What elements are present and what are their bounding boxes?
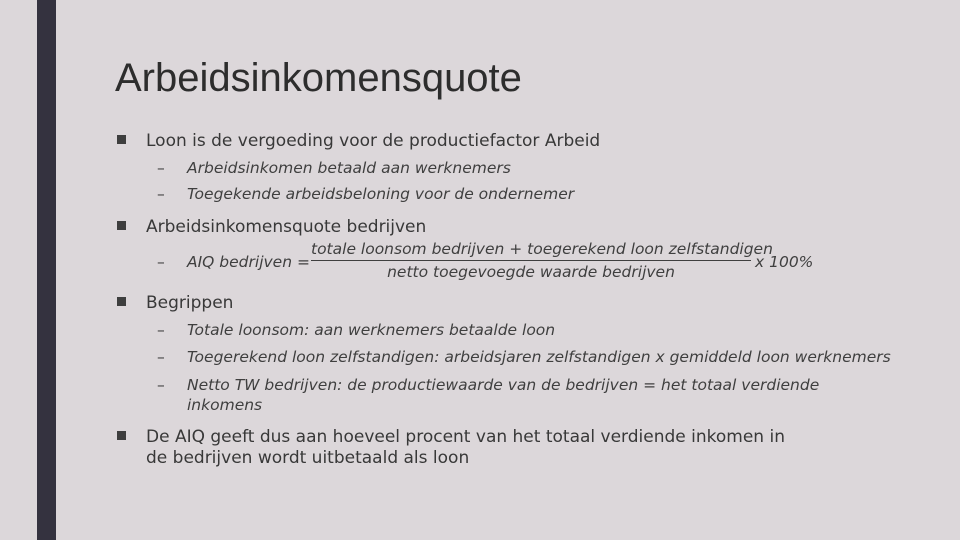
- sub-bullet-text: Toegerekend loon zelfstandigen: arbeidsjaren zelfstandigen x gemiddeld loon werknemers: [187, 348, 891, 366]
- sub-bullet-toegerekend-loon: [157, 348, 891, 366]
- fraction-bar: [311, 260, 751, 261]
- sub-bullet-netto-tw: [157, 375, 827, 415]
- dash-bullet-icon: –: [157, 159, 165, 177]
- slide-title: Arbeidsinkomensquote: [115, 56, 522, 100]
- dash-bullet-icon: –: [157, 376, 165, 394]
- square-bullet-icon: [117, 221, 126, 230]
- sub-bullet-text: Toegekende arbeidsbeloning voor de ondernemer: [187, 185, 575, 203]
- bullet-text: Begrippen: [146, 293, 234, 313]
- square-bullet-icon: [117, 297, 126, 306]
- square-bullet-icon: [117, 135, 126, 144]
- sub-bullet-totale-loonsom: [157, 321, 556, 339]
- dash-bullet-icon: –: [157, 253, 165, 271]
- bullet-loon: [146, 131, 600, 151]
- formula-denominator: netto toegevoegde waarde bedrijven: [387, 263, 675, 281]
- bullet-text: Loon is de vergoeding voor de productiefactor Arbeid: [146, 131, 601, 151]
- formula-lhs: AIQ bedrijven =: [187, 253, 310, 271]
- bullet-aiq-conclusie: [146, 427, 806, 469]
- dash-bullet-icon: –: [157, 185, 165, 203]
- bullet-aiq-bedrijven: [146, 217, 426, 237]
- formula-numerator: totale loonsom bedrijven + toegerekend loon zelfstandigen: [311, 240, 773, 258]
- bullet-begrippen: [146, 293, 233, 313]
- square-bullet-icon: [117, 431, 126, 440]
- sub-bullet-arbeidsinkomen: [157, 159, 511, 177]
- formula-fraction: [311, 240, 773, 281]
- sub-bullet-text: Netto TW bedrijven: de productiewaarde van de bedrijven = het totaal verdiende inkomens: [187, 376, 820, 414]
- sub-bullet-toegekende: [157, 185, 575, 203]
- dash-bullet-icon: –: [157, 348, 165, 366]
- formula-rhs: x 100%: [755, 253, 814, 271]
- bullet-text: Arbeidsinkomensquote bedrijven: [146, 217, 427, 237]
- sub-bullet-text: Arbeidsinkomen betaald aan werknemers: [187, 159, 511, 177]
- sub-bullet-text: Totale loonsom: aan werknemers betaalde loon: [187, 321, 556, 339]
- bullet-text: De AIQ geeft dus aan hoeveel procent van het totaal verdiende inkomen in de bedrijven wordt uitbetaald als loon: [146, 427, 785, 468]
- dash-bullet-icon: –: [157, 321, 165, 339]
